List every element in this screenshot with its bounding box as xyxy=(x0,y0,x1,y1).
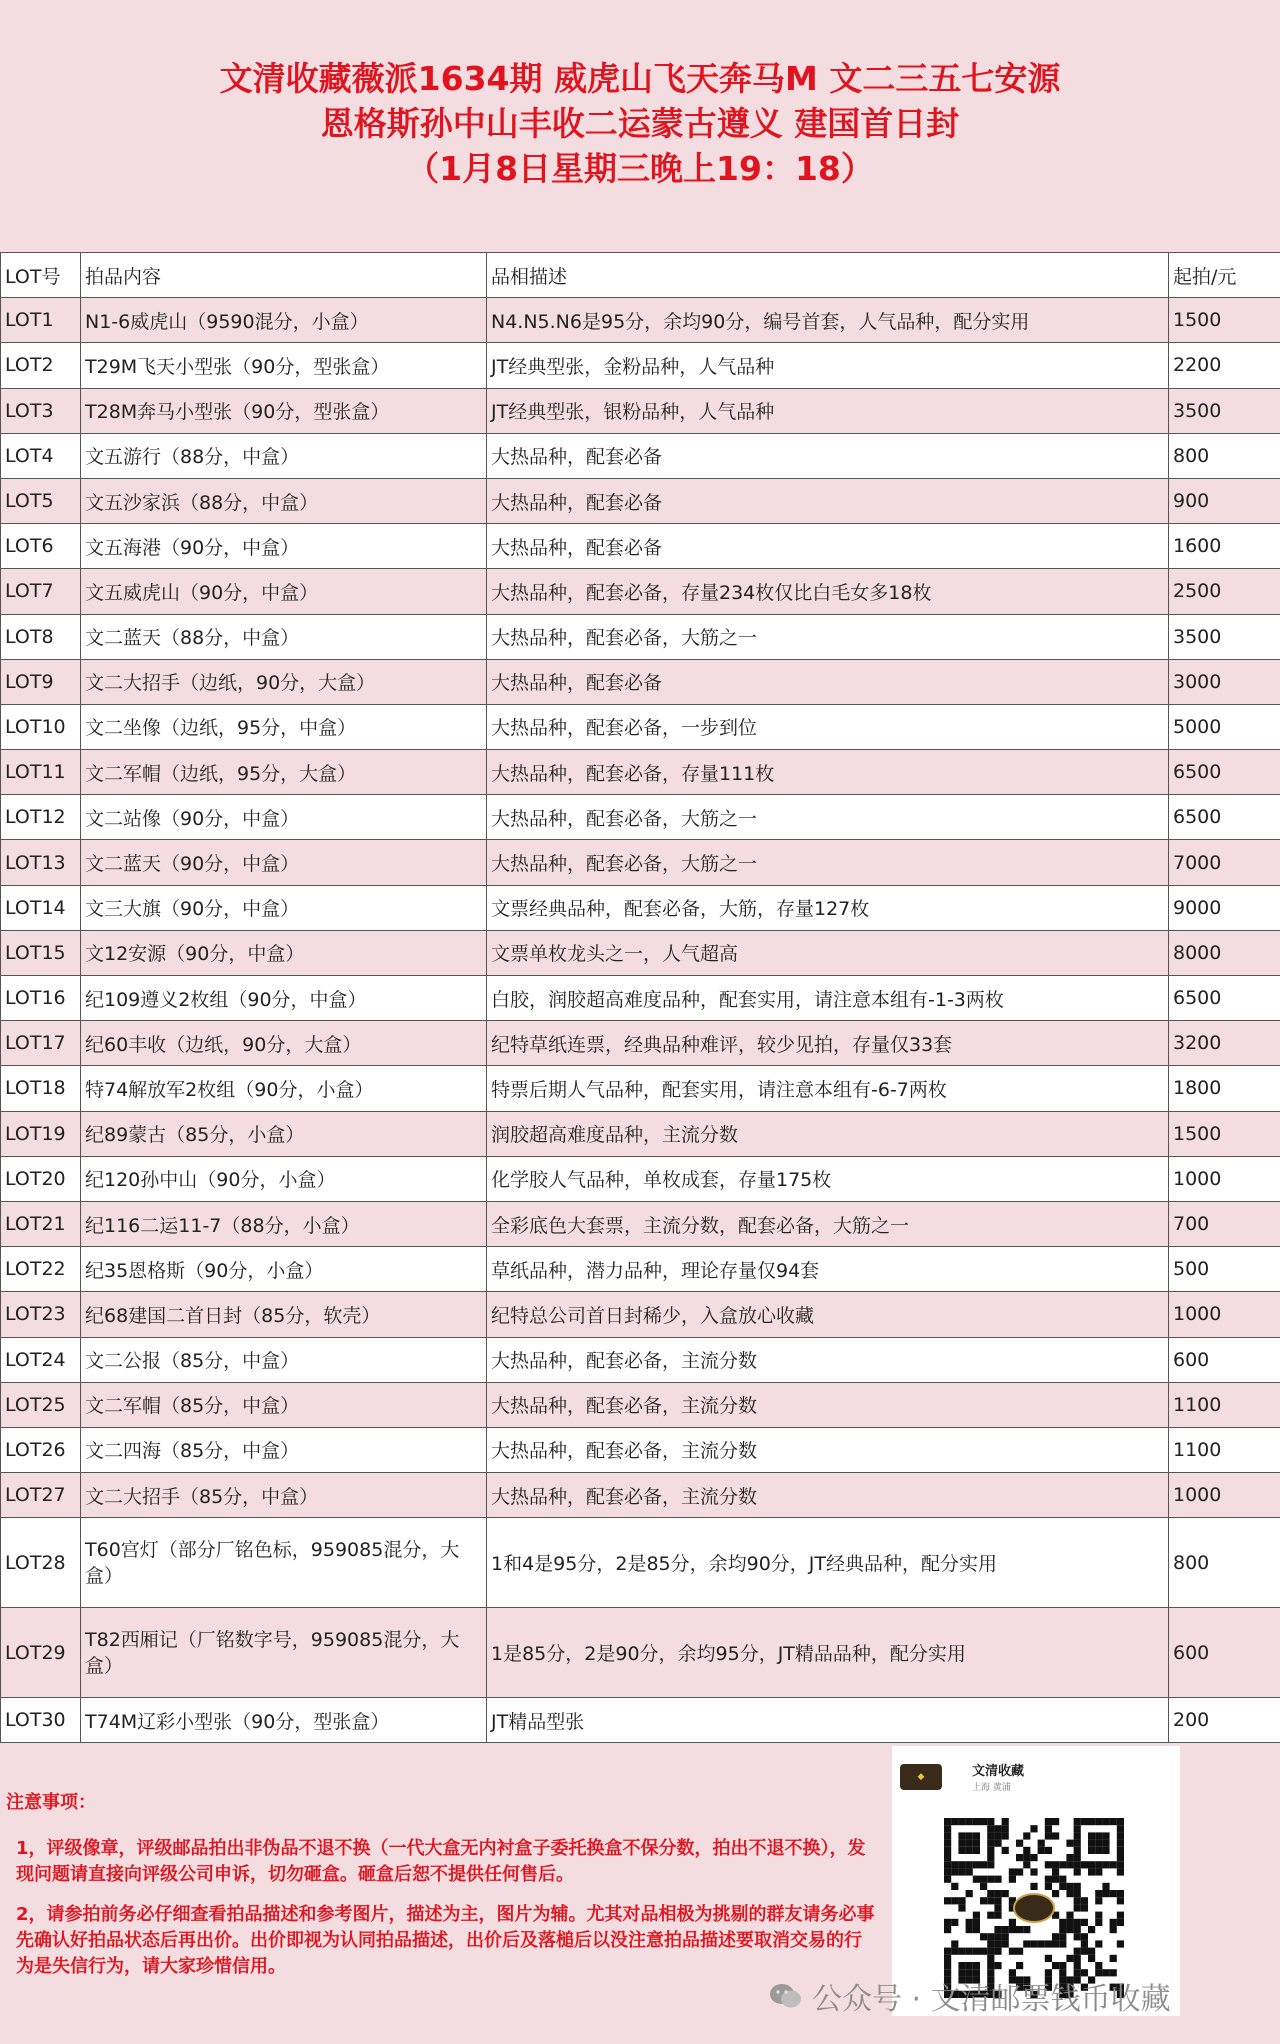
table-row xyxy=(1,885,1280,930)
auction-title xyxy=(0,56,1280,191)
item-content-cell: T29M飞天小型张（90分，型张盒） xyxy=(81,343,487,388)
condition-cell: 大热品种，配套必备 xyxy=(487,478,1169,523)
condition-cell: 大热品种，配套必备，主流分数 xyxy=(487,1427,1169,1472)
table-row xyxy=(1,659,1280,704)
price-cell: 1100 xyxy=(1169,1427,1280,1472)
item-content-cell: 文三大旗（90分，中盒） xyxy=(81,885,487,930)
item-content-cell: 纪35恩格斯（90分，小盒） xyxy=(81,1247,487,1292)
item-content-cell: 文五游行（88分，中盒） xyxy=(81,433,487,478)
condition-cell: 大热品种，配套必备，一步到位 xyxy=(487,704,1169,749)
table-row xyxy=(1,1473,1280,1518)
header-lot-number: LOT号 xyxy=(1,253,81,298)
condition-cell: 化学胶人气品种，单枚成套，存量175枚 xyxy=(487,1156,1169,1201)
table-row xyxy=(1,1111,1280,1156)
item-content-cell: 文五威虎山（90分，中盒） xyxy=(81,569,487,614)
condition-cell: 润胶超高难度品种，主流分数 xyxy=(487,1111,1169,1156)
condition-cell: 白胶，润胶超高难度品种，配套实用，请注意本组有-1-3两枚 xyxy=(487,976,1169,1021)
lot-number-cell: LOT4 xyxy=(1,433,81,478)
table-row xyxy=(1,840,1280,885)
table-row xyxy=(1,1156,1280,1201)
price-cell: 1600 xyxy=(1169,524,1280,569)
item-content-cell: 文二蓝天（88分，中盒） xyxy=(81,614,487,659)
watermark xyxy=(768,1974,1171,2018)
lot-number-cell: LOT20 xyxy=(1,1156,81,1201)
title-line-2: 恩格斯孙中山丰收二运蒙古遵义 建国首日封 xyxy=(320,104,960,143)
table-row xyxy=(1,976,1280,1021)
price-cell: 3000 xyxy=(1169,659,1280,704)
condition-cell: JT经典型张，银粉品种，人气品种 xyxy=(487,388,1169,433)
lot-number-cell: LOT11 xyxy=(1,750,81,795)
watermark-text: 公众号 · 文清邮票钱币收藏 xyxy=(812,1982,1171,2017)
item-content-cell: 文二军帽（边纸，95分，大盒） xyxy=(81,750,487,795)
lot-number-cell: LOT21 xyxy=(1,1201,81,1246)
condition-cell: 1是85分，2是90分，余均95分，JT精品品种，配分实用 xyxy=(487,1608,1169,1698)
price-cell: 9000 xyxy=(1169,885,1280,930)
header-item-content: 拍品内容 xyxy=(81,253,487,298)
price-cell: 6500 xyxy=(1169,976,1280,1021)
table-row xyxy=(1,1201,1280,1246)
lot-number-cell: LOT18 xyxy=(1,1066,81,1111)
table-row xyxy=(1,1337,1280,1382)
table-row xyxy=(1,433,1280,478)
table-header-row xyxy=(1,253,1280,298)
item-content-cell: N1-6威虎山（9590混分，小盒） xyxy=(81,298,487,343)
lot-number-cell: LOT7 xyxy=(1,569,81,614)
price-cell: 1500 xyxy=(1169,1111,1280,1156)
table-row xyxy=(1,1382,1280,1427)
notice-section xyxy=(6,1790,876,1994)
table-row xyxy=(1,388,1280,433)
price-cell: 1100 xyxy=(1169,1382,1280,1427)
item-content-cell: T74M辽彩小型张（90分，型张盒） xyxy=(81,1698,487,1743)
table-row xyxy=(1,795,1280,840)
table-row xyxy=(1,1292,1280,1337)
header-starting-price: 起拍/元 xyxy=(1169,253,1280,298)
item-content-cell: 纪68建国二首日封（85分，软壳） xyxy=(81,1292,487,1337)
price-cell: 600 xyxy=(1169,1608,1280,1698)
price-cell: 5000 xyxy=(1169,704,1280,749)
lot-number-cell: LOT10 xyxy=(1,704,81,749)
condition-cell: 大热品种，配套必备，主流分数 xyxy=(487,1337,1169,1382)
lot-number-cell: LOT23 xyxy=(1,1292,81,1337)
notice-item-1: 1，评级像章，评级邮品拍出非伪品不退不换（一代大盒无内衬盒子委托换盒不保分数，拍出不退不换），发现问题请直接向评级公司申诉，切勿砸盒。砸盒后恕不提供任何售后。 xyxy=(16,1838,866,1885)
price-cell: 3500 xyxy=(1169,388,1280,433)
price-cell: 1000 xyxy=(1169,1473,1280,1518)
condition-cell: 1和4是95分，2是85分，余均90分，JT经典品种，配分实用 xyxy=(487,1518,1169,1608)
title-line-1: 文清收藏薇派1634期 威虎山飞天奔马M 文二三五七安源 xyxy=(219,59,1061,98)
price-cell: 600 xyxy=(1169,1337,1280,1382)
item-content-cell: 文二蓝天（90分，中盒） xyxy=(81,840,487,885)
item-content-cell: 文二军帽（85分，中盒） xyxy=(81,1382,487,1427)
table-row xyxy=(1,1247,1280,1292)
price-cell: 2500 xyxy=(1169,569,1280,614)
lot-number-cell: LOT15 xyxy=(1,930,81,975)
table-row xyxy=(1,614,1280,659)
lot-number-cell: LOT5 xyxy=(1,478,81,523)
lot-number-cell: LOT27 xyxy=(1,1473,81,1518)
condition-cell: 全彩底色大套票，主流分数，配套必备，大筋之一 xyxy=(487,1201,1169,1246)
lot-number-cell: LOT29 xyxy=(1,1608,81,1698)
lot-number-cell: LOT30 xyxy=(1,1698,81,1743)
item-content-cell: T28M奔马小型张（90分，型张盒） xyxy=(81,388,487,433)
table-row xyxy=(1,930,1280,975)
lot-number-cell: LOT1 xyxy=(1,298,81,343)
condition-cell: 大热品种，配套必备 xyxy=(487,433,1169,478)
condition-cell: 大热品种，配套必备，大筋之一 xyxy=(487,614,1169,659)
price-cell: 1500 xyxy=(1169,298,1280,343)
title-line-3: （1月8日星期三晚上19：18） xyxy=(406,149,874,188)
table-row xyxy=(1,1698,1280,1743)
condition-cell: 大热品种，配套必备，存量111枚 xyxy=(487,750,1169,795)
price-cell: 1000 xyxy=(1169,1292,1280,1337)
condition-cell: 文票单枚龙头之一，人气超高 xyxy=(487,930,1169,975)
table-row xyxy=(1,298,1280,343)
item-content-cell: T82西厢记（厂铭数字号，959085混分，大盒） xyxy=(81,1608,487,1698)
lot-number-cell: LOT24 xyxy=(1,1337,81,1382)
lot-number-cell: LOT26 xyxy=(1,1427,81,1472)
item-content-cell: 纪120孙中山（90分，小盒） xyxy=(81,1156,487,1201)
condition-cell: 大热品种，配套必备，主流分数 xyxy=(487,1382,1169,1427)
item-content-cell: 特74解放军2枚组（90分，小盒） xyxy=(81,1066,487,1111)
price-cell: 3200 xyxy=(1169,1021,1280,1066)
item-content-cell: 文二大招手（边纸，90分，大盒） xyxy=(81,659,487,704)
lot-number-cell: LOT6 xyxy=(1,524,81,569)
qr-account-name: 文清收藏 xyxy=(972,1764,1025,1779)
notice-item-2: 2，请参拍前务必仔细查看拍品描述和参考图片，描述为主，图片为辅。尤其对品相极为挑剔的群友请务必事先确认好拍品状态后再出价。出价即视为认同拍品描述，出价后及落槌后以没注意拍品描述要取消交易的行为是失信行为，请大家珍惜信用。 xyxy=(16,1904,875,1977)
condition-cell: 大热品种，配套必备，存量234枚仅比白毛女多18枚 xyxy=(487,569,1169,614)
item-content-cell: 纪109遵义2枚组（90分，中盒） xyxy=(81,976,487,1021)
lot-number-cell: LOT12 xyxy=(1,795,81,840)
condition-cell: 草纸品种，潜力品种，理论存量仅94套 xyxy=(487,1247,1169,1292)
lot-number-cell: LOT14 xyxy=(1,885,81,930)
table-row xyxy=(1,1518,1280,1608)
condition-cell: 文票经典品种，配套必备，大筋，存量127枚 xyxy=(487,885,1169,930)
notice-heading: 注意事项： xyxy=(6,1792,96,1813)
lot-number-cell: LOT16 xyxy=(1,976,81,1021)
condition-cell: 特票后期人气品种，配套实用，请注意本组有-6-7两枚 xyxy=(487,1066,1169,1111)
lot-number-cell: LOT19 xyxy=(1,1111,81,1156)
table-row xyxy=(1,1066,1280,1111)
item-content-cell: 文12安源（90分，中盒） xyxy=(81,930,487,975)
qr-account-location: 上海 黄浦 xyxy=(972,1783,1011,1793)
item-content-cell: T60宫灯（部分厂铭色标，959085混分，大盒） xyxy=(81,1518,487,1608)
item-content-cell: 纪89蒙古（85分，小盒） xyxy=(81,1111,487,1156)
table-row xyxy=(1,750,1280,795)
condition-cell: JT经典型张，金粉品种，人气品种 xyxy=(487,343,1169,388)
item-content-cell: 文五海港（90分，中盒） xyxy=(81,524,487,569)
condition-cell: 纪特草纸连票，经典品种难评，较少见拍，存量仅33套 xyxy=(487,1021,1169,1066)
table-row xyxy=(1,1021,1280,1066)
condition-cell: N4.N5.N6是95分，余均90分，编号首套，人气品种，配分实用 xyxy=(487,298,1169,343)
item-content-cell: 文二坐像（边纸，95分，中盒） xyxy=(81,704,487,749)
price-cell: 800 xyxy=(1169,433,1280,478)
table-row xyxy=(1,343,1280,388)
lot-number-cell: LOT17 xyxy=(1,1021,81,1066)
lot-number-cell: LOT9 xyxy=(1,659,81,704)
lot-number-cell: LOT8 xyxy=(1,614,81,659)
lot-number-cell: LOT13 xyxy=(1,840,81,885)
price-cell: 2200 xyxy=(1169,343,1280,388)
item-content-cell: 文二站像（90分，中盒） xyxy=(81,795,487,840)
table-row xyxy=(1,1608,1280,1698)
lot-number-cell: LOT22 xyxy=(1,1247,81,1292)
item-content-cell: 纪60丰收（边纸，90分，大盒） xyxy=(81,1021,487,1066)
condition-cell: 大热品种，配套必备，大筋之一 xyxy=(487,795,1169,840)
price-cell: 200 xyxy=(1169,1698,1280,1743)
lot-number-cell: LOT28 xyxy=(1,1518,81,1608)
price-cell: 800 xyxy=(1169,1518,1280,1608)
condition-cell: 大热品种，配套必备 xyxy=(487,524,1169,569)
price-cell: 6500 xyxy=(1169,795,1280,840)
lot-number-cell: LOT2 xyxy=(1,343,81,388)
condition-cell: 大热品种，配套必备 xyxy=(487,659,1169,704)
table-row xyxy=(1,704,1280,749)
price-cell: 8000 xyxy=(1169,930,1280,975)
price-cell: 7000 xyxy=(1169,840,1280,885)
price-cell: 900 xyxy=(1169,478,1280,523)
condition-cell: 纪特总公司首日封稀少，入盒放心收藏 xyxy=(487,1292,1169,1337)
header-condition: 品相描述 xyxy=(487,253,1169,298)
price-cell: 6500 xyxy=(1169,750,1280,795)
table-row xyxy=(1,478,1280,523)
item-content-cell: 文二大招手（85分，中盒） xyxy=(81,1473,487,1518)
lot-table-body xyxy=(1,298,1280,1743)
item-content-cell: 文二四海（85分，中盒） xyxy=(81,1427,487,1472)
price-cell: 1800 xyxy=(1169,1066,1280,1111)
price-cell: 700 xyxy=(1169,1201,1280,1246)
table-row xyxy=(1,524,1280,569)
table-row xyxy=(1,569,1280,614)
item-content-cell: 文五沙家浜（88分，中盒） xyxy=(81,478,487,523)
lot-number-cell: LOT3 xyxy=(1,388,81,433)
condition-cell: JT精品型张 xyxy=(487,1698,1169,1743)
table-row xyxy=(1,1427,1280,1472)
brand-logo: ◆ xyxy=(900,1764,942,1790)
lot-table xyxy=(0,252,1280,1743)
item-content-cell: 文二公报（85分，中盒） xyxy=(81,1337,487,1382)
wechat-icon xyxy=(768,1981,804,2011)
lot-number-cell: LOT25 xyxy=(1,1382,81,1427)
condition-cell: 大热品种，配套必备，大筋之一 xyxy=(487,840,1169,885)
price-cell: 1000 xyxy=(1169,1156,1280,1201)
price-cell: 500 xyxy=(1169,1247,1280,1292)
condition-cell: 大热品种，配套必备，主流分数 xyxy=(487,1473,1169,1518)
item-content-cell: 纪116二运11-7（88分，小盒） xyxy=(81,1201,487,1246)
price-cell: 3500 xyxy=(1169,614,1280,659)
